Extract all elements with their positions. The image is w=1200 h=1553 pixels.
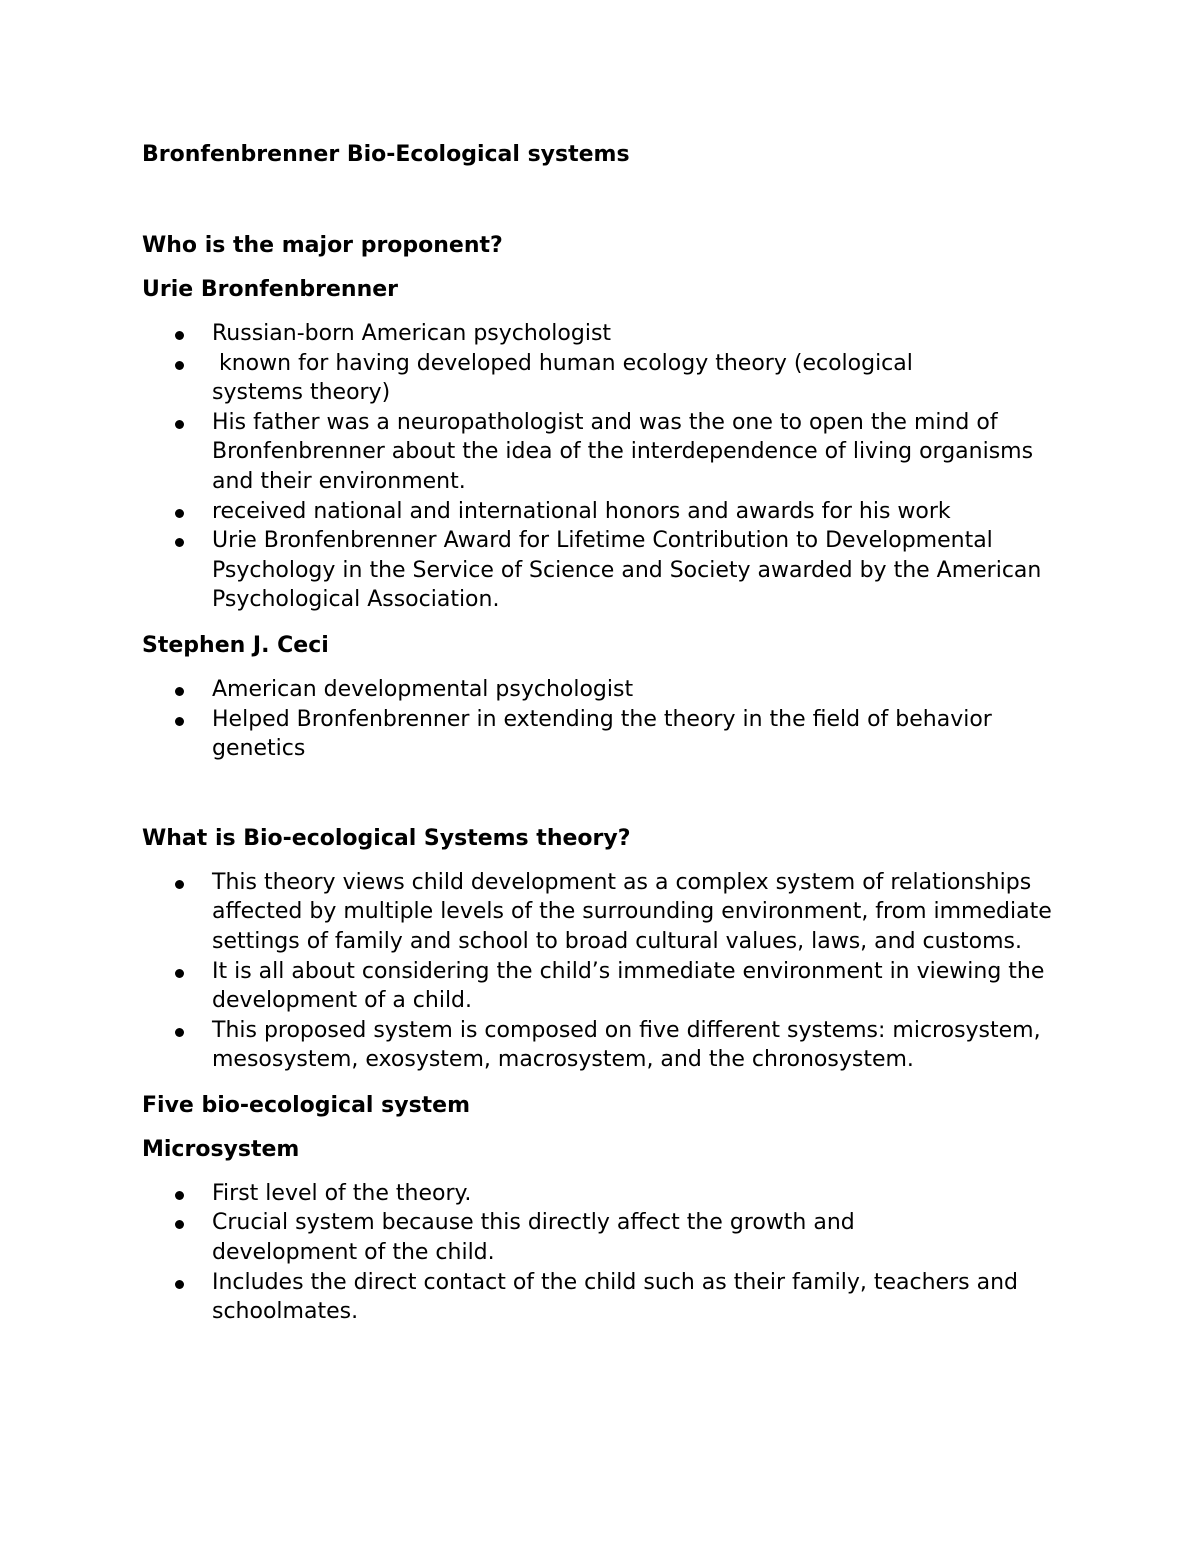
bullet-icon [175, 331, 184, 340]
list-item: Russian-born American psychologist [142, 319, 1062, 349]
question-what-is-theory: What is Bio-ecological Systems theory? [142, 825, 631, 851]
theory-bullet-list [142, 868, 1062, 1075]
list-item: Crucial system because this directly affect the growth and development of the child. [142, 1208, 992, 1267]
bullet-icon [175, 420, 184, 429]
document-title: Bronfenbrenner Bio-Ecological systems [142, 142, 630, 167]
bullet-icon [175, 509, 184, 518]
list-item: received national and international honors and awards for his work [142, 497, 1062, 527]
list-item: His father was a neuropathologist and was the one to open the mind of Bronfenbrenner about the idea of the interdependence of living organisms and their environment. [142, 408, 1062, 497]
list-item: It is all about considering the child’s immediate environment in viewing the development of a child. [142, 957, 1062, 1016]
list-item: Includes the direct contact of the child such as their family, teachers and schoolmates. [142, 1268, 1062, 1327]
list-item: This proposed system is composed on five different systems: microsystem, mesosystem, exosystem, macrosystem, and the chronosystem. [142, 1016, 1062, 1075]
microsystem-bullet-list [142, 1179, 1062, 1327]
question-major-proponent: Who is the major proponent? [142, 233, 503, 258]
bullet-icon [175, 361, 184, 370]
bullet-icon [175, 1191, 184, 1200]
bullet-icon [175, 1028, 184, 1037]
bullet-icon [175, 687, 184, 696]
list-item: This theory views child development as a complex system of relationships affected by multiple levels of the surrounding environment, from immediate settings of family and school to broad cultural values, laws, and customs. [142, 868, 1062, 957]
bullet-icon [175, 717, 184, 726]
list-item: American developmental psychologist [142, 675, 1062, 705]
bullet-icon [175, 1280, 184, 1289]
list-item: known for having developed human ecology theory (ecological systems theory) [142, 349, 992, 408]
urie-bullet-list [142, 319, 1062, 615]
bullet-icon [175, 1220, 184, 1229]
ceci-bullet-list [142, 675, 1062, 764]
bullet-icon [175, 880, 184, 889]
list-item: Helped Bronfenbrenner in extending the theory in the field of behavior genetics [142, 705, 1062, 764]
bullet-icon [175, 538, 184, 547]
microsystem-heading: Microsystem [142, 1136, 300, 1162]
document-page [142, 140, 1072, 1327]
bullet-icon [175, 969, 184, 978]
list-item: Urie Bronfenbrenner Award for Lifetime Contribution to Developmental Psychology in the Service of Science and Society awarded by the American Psychological Association. [142, 526, 1062, 615]
proponent-name-urie: Urie Bronfenbrenner [142, 277, 398, 302]
five-systems-heading: Five bio-ecological system [142, 1092, 471, 1118]
proponent-name-ceci: Stephen J. Ceci [142, 632, 329, 658]
list-item: First level of the theory. [142, 1179, 1062, 1209]
